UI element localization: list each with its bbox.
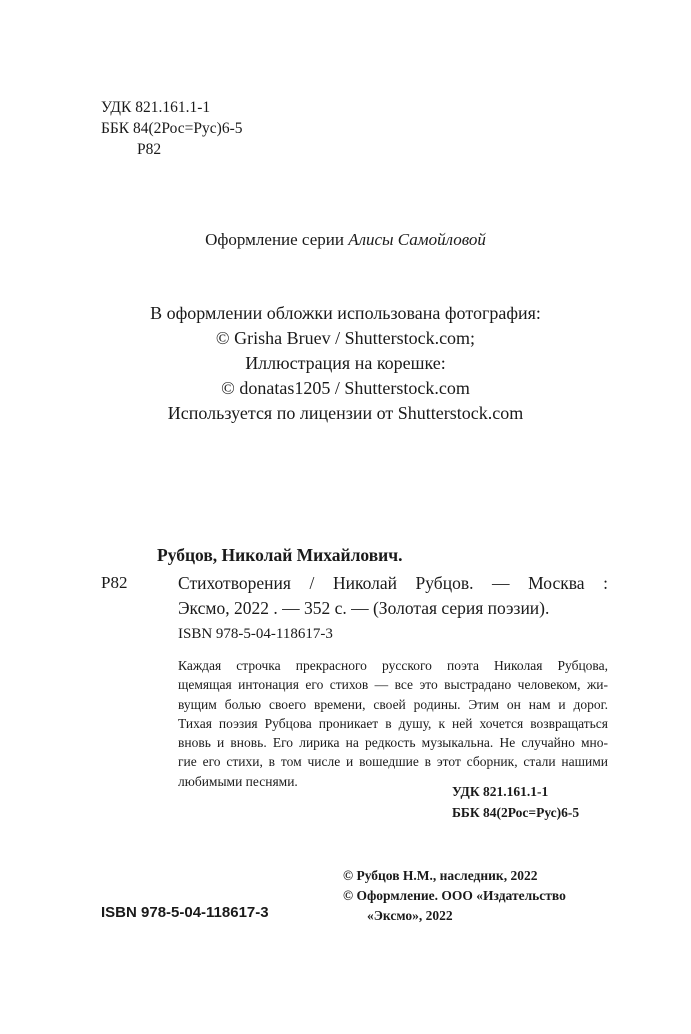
credit-line: Иллюстрация на корешке: [245, 353, 446, 373]
bib-isbn: ISBN 978-5-04-118617-3 [178, 626, 333, 642]
annotation-line: Каждая строчка прекрасного русского поэта Николая Рубцова, [178, 658, 608, 673]
isbn-bottom: ISBN 978-5-04-118617-3 [101, 904, 269, 921]
copyright-line: «Эксмо», 2022 [367, 908, 453, 923]
credit-line: Используется по лицензии от Shutterstock.com [167, 403, 524, 423]
credit-line: В оформлении обложки использована фотография: [150, 303, 541, 323]
series-design-credit [0, 230, 691, 250]
bib-line-2: Эксмо, 2022 . — 352 с. — (Золотая серия поэзии). [178, 598, 550, 618]
header-classification-codes [101, 97, 243, 160]
credit-line: © donatas1205 / Shutterstock.com [221, 378, 470, 398]
annotation-line: щемящая интонация его стихов — все это выстрадано человеком, жи- [178, 677, 608, 693]
annotation-line: любимыми песнями. [178, 773, 298, 789]
annotation-line: Тихая поэзия Рубцова проникает в душу, к ней хочется возвращаться [178, 715, 608, 731]
bib-author: Рубцов, Николай Михайлович. [157, 545, 403, 565]
copyright-block [343, 866, 566, 926]
annotation [178, 656, 608, 791]
cover-credits [0, 301, 691, 426]
credit-line: © Grisha Bruev / Shutterstock.com; [215, 328, 476, 348]
annotation-line: вущим болью своего времени, своей родины. Этим он нам и дорог. [178, 696, 608, 712]
bib-description [178, 571, 608, 621]
bib-line-1: Стихотворения / Николай Рубцов. — Москва : [178, 573, 608, 593]
author-sign: Р82 [137, 141, 162, 158]
udk-code-bold: УДК 821.161.1-1 [452, 784, 549, 799]
copyright-line: © Рубцов Н.М., наследник, 2022 [343, 868, 538, 883]
annotation-line: вновь и вновь. Его лирика на редкость музыкальна. Не случайно мно- [178, 735, 608, 751]
udk-code: УДК 821.161.1-1 [101, 99, 211, 116]
copyright-line: © Оформление. ООО «Издательство [343, 888, 566, 903]
annotation-line: гие его стихи, в том числе и вошедшие в этот сборник, стали нашими [178, 754, 608, 770]
bbk-code: ББК 84(2Рос=Рус)6-5 [101, 120, 243, 137]
series-designer: Алисы Самойловой [348, 230, 486, 249]
bbk-code-bold: ББК 84(2Рос=Рус)6-5 [452, 805, 580, 820]
classification-codes [452, 781, 579, 823]
series-prefix: Оформление серии [205, 230, 349, 249]
bib-author-sign: Р82 [101, 573, 128, 592]
